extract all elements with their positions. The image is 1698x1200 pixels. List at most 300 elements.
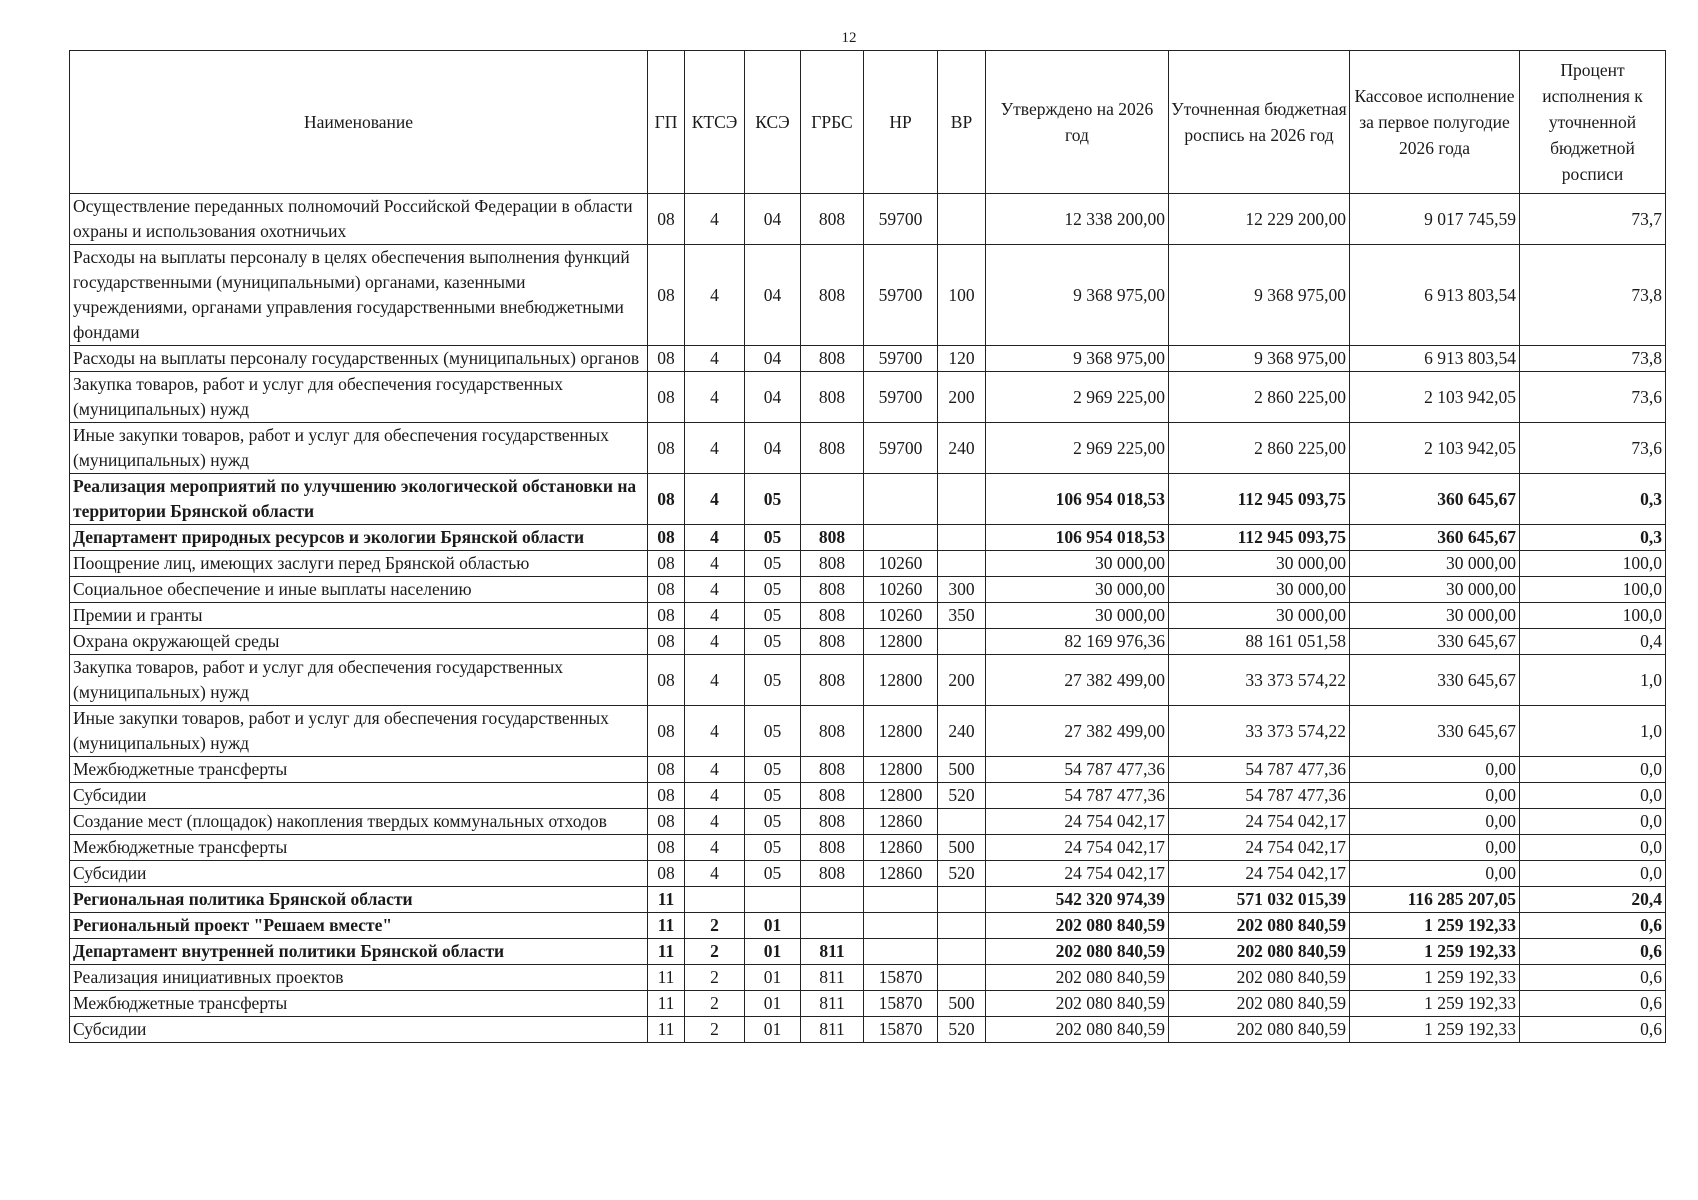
- cell-refined: 112 945 093,75: [1169, 474, 1350, 525]
- cell-grbs: 808: [801, 194, 864, 245]
- cell-percent: 0,0: [1520, 835, 1666, 861]
- cell-vr: 500: [938, 757, 986, 783]
- cell-vr: 240: [938, 423, 986, 474]
- header-row: [70, 51, 1666, 194]
- header-vr: ВР: [938, 51, 986, 194]
- cell-cash: 30 000,00: [1350, 551, 1520, 577]
- table-row: [70, 655, 1666, 706]
- cell-name: Закупка товаров, работ и услуг для обеспечения государственных (муниципальных) нужд: [70, 655, 648, 706]
- cell-gp: 08: [648, 372, 685, 423]
- cell-nr: 12860: [864, 835, 938, 861]
- cell-name: Расходы на выплаты персоналу государственных (муниципальных) органов: [70, 346, 648, 372]
- cell-nr: 10260: [864, 577, 938, 603]
- cell-ktse: 4: [685, 525, 745, 551]
- cell-vr: [938, 629, 986, 655]
- cell-nr: [864, 525, 938, 551]
- cell-ktse: 4: [685, 423, 745, 474]
- cell-vr: 240: [938, 706, 986, 757]
- cell-ktse: 4: [685, 757, 745, 783]
- table-row: [70, 965, 1666, 991]
- cell-approved: 2 969 225,00: [986, 372, 1169, 423]
- table-row: [70, 1017, 1666, 1043]
- cell-grbs: 808: [801, 245, 864, 346]
- budget-table: [69, 50, 1666, 1043]
- cell-grbs: 811: [801, 965, 864, 991]
- cell-percent: 73,6: [1520, 423, 1666, 474]
- cell-ktse: 4: [685, 835, 745, 861]
- cell-kse: 04: [745, 194, 801, 245]
- cell-vr: 120: [938, 346, 986, 372]
- cell-name: Региональная политика Брянской области: [70, 887, 648, 913]
- cell-grbs: 808: [801, 423, 864, 474]
- cell-kse: 05: [745, 655, 801, 706]
- cell-ktse: 2: [685, 965, 745, 991]
- cell-grbs: 808: [801, 757, 864, 783]
- cell-grbs: 808: [801, 525, 864, 551]
- cell-vr: 200: [938, 655, 986, 706]
- cell-percent: 0,6: [1520, 965, 1666, 991]
- cell-kse: 01: [745, 965, 801, 991]
- cell-percent: 73,8: [1520, 346, 1666, 372]
- table-row: [70, 474, 1666, 525]
- cell-grbs: 808: [801, 577, 864, 603]
- cell-approved: 30 000,00: [986, 551, 1169, 577]
- cell-refined: 30 000,00: [1169, 603, 1350, 629]
- header-percent: Процент исполнения к уточненной бюджетной росписи: [1520, 51, 1666, 194]
- cell-name: Осуществление переданных полномочий Российской Федерации в области охраны и использования охотничьих: [70, 194, 648, 245]
- cell-cash: 1 259 192,33: [1350, 965, 1520, 991]
- cell-ktse: 4: [685, 346, 745, 372]
- cell-percent: 1,0: [1520, 706, 1666, 757]
- cell-refined: 30 000,00: [1169, 551, 1350, 577]
- cell-percent: 73,6: [1520, 372, 1666, 423]
- cell-percent: 100,0: [1520, 603, 1666, 629]
- cell-vr: [938, 913, 986, 939]
- cell-vr: [938, 525, 986, 551]
- cell-cash: 330 645,67: [1350, 629, 1520, 655]
- cell-grbs: [801, 474, 864, 525]
- cell-gp: 08: [648, 861, 685, 887]
- cell-name: Охрана окружающей среды: [70, 629, 648, 655]
- cell-ktse: 4: [685, 474, 745, 525]
- cell-name: Социальное обеспечение и иные выплаты населению: [70, 577, 648, 603]
- cell-refined: 88 161 051,58: [1169, 629, 1350, 655]
- cell-nr: 59700: [864, 423, 938, 474]
- cell-ktse: 2: [685, 991, 745, 1017]
- cell-refined: 12 229 200,00: [1169, 194, 1350, 245]
- cell-kse: 05: [745, 706, 801, 757]
- cell-approved: 106 954 018,53: [986, 525, 1169, 551]
- cell-name: Иные закупки товаров, работ и услуг для обеспечения государственных (муниципальных) нужд: [70, 706, 648, 757]
- cell-nr: 59700: [864, 372, 938, 423]
- cell-refined: 54 787 477,36: [1169, 783, 1350, 809]
- cell-percent: 0,6: [1520, 939, 1666, 965]
- page-number: 12: [841, 30, 857, 46]
- cell-gp: 08: [648, 655, 685, 706]
- cell-percent: 1,0: [1520, 655, 1666, 706]
- cell-cash: 0,00: [1350, 809, 1520, 835]
- cell-percent: 0,0: [1520, 783, 1666, 809]
- cell-kse: 05: [745, 577, 801, 603]
- cell-cash: 1 259 192,33: [1350, 939, 1520, 965]
- cell-gp: 08: [648, 474, 685, 525]
- cell-name: Межбюджетные трансферты: [70, 991, 648, 1017]
- table-row: [70, 423, 1666, 474]
- cell-refined: 24 754 042,17: [1169, 861, 1350, 887]
- table-row: [70, 577, 1666, 603]
- cell-nr: 59700: [864, 245, 938, 346]
- cell-gp: 08: [648, 346, 685, 372]
- cell-refined: 9 368 975,00: [1169, 346, 1350, 372]
- cell-kse: 04: [745, 346, 801, 372]
- cell-kse: 05: [745, 809, 801, 835]
- cell-gp: 08: [648, 194, 685, 245]
- table-row: [70, 809, 1666, 835]
- cell-nr: 12800: [864, 629, 938, 655]
- cell-approved: 24 754 042,17: [986, 835, 1169, 861]
- cell-refined: 24 754 042,17: [1169, 809, 1350, 835]
- header-kse: КСЭ: [745, 51, 801, 194]
- cell-gp: 08: [648, 809, 685, 835]
- cell-nr: 12800: [864, 706, 938, 757]
- cell-gp: 11: [648, 939, 685, 965]
- cell-refined: 202 080 840,59: [1169, 991, 1350, 1017]
- cell-grbs: 808: [801, 372, 864, 423]
- cell-refined: 571 032 015,39: [1169, 887, 1350, 913]
- cell-name: Создание мест (площадок) накопления твердых коммунальных отходов: [70, 809, 648, 835]
- cell-grbs: 808: [801, 603, 864, 629]
- cell-kse: 05: [745, 757, 801, 783]
- cell-nr: [864, 474, 938, 525]
- cell-percent: 0,3: [1520, 474, 1666, 525]
- cell-refined: 24 754 042,17: [1169, 835, 1350, 861]
- cell-vr: 300: [938, 577, 986, 603]
- cell-cash: 0,00: [1350, 861, 1520, 887]
- cell-approved: 30 000,00: [986, 603, 1169, 629]
- cell-cash: 360 645,67: [1350, 474, 1520, 525]
- cell-name: Закупка товаров, работ и услуг для обеспечения государственных (муниципальных) нужд: [70, 372, 648, 423]
- cell-kse: 05: [745, 525, 801, 551]
- cell-ktse: [685, 887, 745, 913]
- cell-vr: 350: [938, 603, 986, 629]
- cell-ktse: 4: [685, 783, 745, 809]
- cell-nr: 12800: [864, 757, 938, 783]
- cell-grbs: 808: [801, 706, 864, 757]
- cell-nr: 59700: [864, 194, 938, 245]
- cell-kse: 01: [745, 913, 801, 939]
- cell-vr: 100: [938, 245, 986, 346]
- cell-name: Субсидии: [70, 783, 648, 809]
- cell-kse: 01: [745, 1017, 801, 1043]
- cell-percent: 0,6: [1520, 913, 1666, 939]
- table-row: [70, 706, 1666, 757]
- cell-vr: [938, 194, 986, 245]
- cell-name: Реализация инициативных проектов: [70, 965, 648, 991]
- cell-percent: 100,0: [1520, 551, 1666, 577]
- cell-cash: 6 913 803,54: [1350, 346, 1520, 372]
- cell-ktse: 4: [685, 861, 745, 887]
- cell-name: Субсидии: [70, 861, 648, 887]
- cell-cash: 30 000,00: [1350, 577, 1520, 603]
- cell-ktse: 2: [685, 913, 745, 939]
- table-row: [70, 939, 1666, 965]
- cell-gp: 08: [648, 577, 685, 603]
- cell-ktse: 4: [685, 655, 745, 706]
- cell-ktse: 4: [685, 603, 745, 629]
- cell-kse: [745, 887, 801, 913]
- cell-approved: 30 000,00: [986, 577, 1169, 603]
- cell-grbs: 811: [801, 991, 864, 1017]
- cell-kse: 05: [745, 783, 801, 809]
- cell-grbs: 808: [801, 629, 864, 655]
- cell-gp: 08: [648, 757, 685, 783]
- table-row: [70, 551, 1666, 577]
- cell-approved: 54 787 477,36: [986, 783, 1169, 809]
- cell-cash: 0,00: [1350, 757, 1520, 783]
- cell-cash: 330 645,67: [1350, 655, 1520, 706]
- table-row: [70, 913, 1666, 939]
- cell-cash: 330 645,67: [1350, 706, 1520, 757]
- table-row: [70, 861, 1666, 887]
- cell-percent: 0,6: [1520, 991, 1666, 1017]
- cell-ktse: 4: [685, 194, 745, 245]
- cell-gp: 11: [648, 965, 685, 991]
- cell-gp: 08: [648, 783, 685, 809]
- header-approved: Утверждено на 2026 год: [986, 51, 1169, 194]
- cell-ktse: 4: [685, 245, 745, 346]
- cell-percent: 0,0: [1520, 809, 1666, 835]
- cell-nr: [864, 887, 938, 913]
- cell-vr: 520: [938, 1017, 986, 1043]
- table-row: [70, 245, 1666, 346]
- cell-nr: [864, 913, 938, 939]
- cell-gp: 11: [648, 887, 685, 913]
- cell-approved: 24 754 042,17: [986, 809, 1169, 835]
- cell-nr: 15870: [864, 991, 938, 1017]
- cell-nr: 12800: [864, 783, 938, 809]
- cell-approved: 202 080 840,59: [986, 965, 1169, 991]
- cell-refined: 202 080 840,59: [1169, 913, 1350, 939]
- cell-gp: 11: [648, 1017, 685, 1043]
- cell-grbs: 808: [801, 783, 864, 809]
- cell-refined: 112 945 093,75: [1169, 525, 1350, 551]
- cell-cash: 1 259 192,33: [1350, 913, 1520, 939]
- cell-grbs: 811: [801, 939, 864, 965]
- cell-name: Департамент природных ресурсов и экологии Брянской области: [70, 525, 648, 551]
- cell-vr: [938, 474, 986, 525]
- header-cash: Кассовое исполнение за первое полугодие 2026 года: [1350, 51, 1520, 194]
- cell-approved: 202 080 840,59: [986, 1017, 1169, 1043]
- cell-percent: 0,6: [1520, 1017, 1666, 1043]
- cell-gp: 08: [648, 835, 685, 861]
- cell-kse: 05: [745, 474, 801, 525]
- cell-ktse: 2: [685, 939, 745, 965]
- table-row: [70, 629, 1666, 655]
- cell-ktse: 4: [685, 372, 745, 423]
- cell-vr: 520: [938, 861, 986, 887]
- cell-grbs: [801, 913, 864, 939]
- cell-refined: 54 787 477,36: [1169, 757, 1350, 783]
- cell-cash: 360 645,67: [1350, 525, 1520, 551]
- cell-cash: 9 017 745,59: [1350, 194, 1520, 245]
- cell-nr: 12860: [864, 861, 938, 887]
- table-row: [70, 835, 1666, 861]
- cell-approved: 27 382 499,00: [986, 706, 1169, 757]
- cell-approved: 27 382 499,00: [986, 655, 1169, 706]
- table-row: [70, 346, 1666, 372]
- cell-vr: [938, 887, 986, 913]
- cell-refined: 202 080 840,59: [1169, 1017, 1350, 1043]
- header-ktse: КТСЭ: [685, 51, 745, 194]
- cell-cash: 6 913 803,54: [1350, 245, 1520, 346]
- cell-nr: 15870: [864, 965, 938, 991]
- cell-cash: 0,00: [1350, 783, 1520, 809]
- cell-refined: 33 373 574,22: [1169, 655, 1350, 706]
- cell-nr: 10260: [864, 603, 938, 629]
- cell-grbs: 808: [801, 346, 864, 372]
- cell-cash: 1 259 192,33: [1350, 1017, 1520, 1043]
- cell-name: Региональный проект "Решаем вместе": [70, 913, 648, 939]
- header-nr: НР: [864, 51, 938, 194]
- table-row: [70, 783, 1666, 809]
- table-row: [70, 372, 1666, 423]
- cell-ktse: 4: [685, 809, 745, 835]
- cell-percent: 73,8: [1520, 245, 1666, 346]
- cell-approved: 12 338 200,00: [986, 194, 1169, 245]
- cell-percent: 20,4: [1520, 887, 1666, 913]
- cell-approved: 9 368 975,00: [986, 245, 1169, 346]
- cell-name: Субсидии: [70, 1017, 648, 1043]
- cell-name: Расходы на выплаты персоналу в целях обеспечения выполнения функций государственными (муниципальными) органами, казенными учреждениями, органами управления государственными внебюджетными фондами: [70, 245, 648, 346]
- cell-gp: 08: [648, 423, 685, 474]
- cell-kse: 05: [745, 835, 801, 861]
- cell-kse: 05: [745, 551, 801, 577]
- cell-cash: 2 103 942,05: [1350, 372, 1520, 423]
- cell-cash: 0,00: [1350, 835, 1520, 861]
- cell-kse: 05: [745, 603, 801, 629]
- cell-approved: 9 368 975,00: [986, 346, 1169, 372]
- cell-gp: 08: [648, 629, 685, 655]
- cell-approved: 202 080 840,59: [986, 939, 1169, 965]
- cell-vr: 500: [938, 835, 986, 861]
- cell-percent: 73,7: [1520, 194, 1666, 245]
- cell-gp: 08: [648, 706, 685, 757]
- cell-approved: 24 754 042,17: [986, 861, 1169, 887]
- cell-grbs: 808: [801, 835, 864, 861]
- header-name: Наименование: [70, 51, 648, 194]
- cell-name: Департамент внутренней политики Брянской области: [70, 939, 648, 965]
- cell-grbs: 808: [801, 861, 864, 887]
- cell-refined: 2 860 225,00: [1169, 372, 1350, 423]
- cell-grbs: 811: [801, 1017, 864, 1043]
- cell-nr: 10260: [864, 551, 938, 577]
- cell-kse: 01: [745, 991, 801, 1017]
- cell-percent: 0,0: [1520, 757, 1666, 783]
- cell-refined: 202 080 840,59: [1169, 965, 1350, 991]
- cell-percent: 0,4: [1520, 629, 1666, 655]
- cell-refined: 33 373 574,22: [1169, 706, 1350, 757]
- table-row: [70, 194, 1666, 245]
- cell-grbs: [801, 887, 864, 913]
- cell-kse: 04: [745, 372, 801, 423]
- cell-vr: [938, 939, 986, 965]
- cell-ktse: 4: [685, 706, 745, 757]
- cell-percent: 0,3: [1520, 525, 1666, 551]
- cell-ktse: 4: [685, 629, 745, 655]
- cell-nr: 15870: [864, 1017, 938, 1043]
- cell-approved: 542 320 974,39: [986, 887, 1169, 913]
- cell-nr: 59700: [864, 346, 938, 372]
- cell-name: Премии и гранты: [70, 603, 648, 629]
- cell-name: Реализация мероприятий по улучшению экологической обстановки на территории Брянской области: [70, 474, 648, 525]
- cell-cash: 2 103 942,05: [1350, 423, 1520, 474]
- cell-refined: 9 368 975,00: [1169, 245, 1350, 346]
- cell-nr: [864, 939, 938, 965]
- cell-name: Межбюджетные трансферты: [70, 757, 648, 783]
- cell-kse: 05: [745, 629, 801, 655]
- cell-approved: 2 969 225,00: [986, 423, 1169, 474]
- table-row: [70, 887, 1666, 913]
- cell-approved: 106 954 018,53: [986, 474, 1169, 525]
- table-row: [70, 525, 1666, 551]
- cell-ktse: 4: [685, 577, 745, 603]
- cell-approved: 202 080 840,59: [986, 913, 1169, 939]
- cell-name: Межбюджетные трансферты: [70, 835, 648, 861]
- table-row: [70, 757, 1666, 783]
- cell-kse: 01: [745, 939, 801, 965]
- cell-refined: 30 000,00: [1169, 577, 1350, 603]
- cell-vr: [938, 965, 986, 991]
- cell-cash: 116 285 207,05: [1350, 887, 1520, 913]
- cell-refined: 202 080 840,59: [1169, 939, 1350, 965]
- cell-gp: 08: [648, 551, 685, 577]
- cell-gp: 11: [648, 913, 685, 939]
- cell-name: Иные закупки товаров, работ и услуг для обеспечения государственных (муниципальных) нужд: [70, 423, 648, 474]
- table-body: [70, 194, 1666, 1043]
- cell-gp: 08: [648, 525, 685, 551]
- cell-gp: 08: [648, 245, 685, 346]
- cell-refined: 2 860 225,00: [1169, 423, 1350, 474]
- cell-ktse: 4: [685, 551, 745, 577]
- cell-gp: 11: [648, 991, 685, 1017]
- cell-percent: 0,0: [1520, 861, 1666, 887]
- table-row: [70, 991, 1666, 1017]
- cell-cash: 30 000,00: [1350, 603, 1520, 629]
- cell-kse: 04: [745, 423, 801, 474]
- cell-approved: 82 169 976,36: [986, 629, 1169, 655]
- cell-vr: 200: [938, 372, 986, 423]
- cell-name: Поощрение лиц, имеющих заслуги перед Брянской областью: [70, 551, 648, 577]
- cell-kse: 04: [745, 245, 801, 346]
- cell-ktse: 2: [685, 1017, 745, 1043]
- cell-grbs: 808: [801, 655, 864, 706]
- cell-vr: [938, 809, 986, 835]
- cell-nr: 12800: [864, 655, 938, 706]
- table-row: [70, 603, 1666, 629]
- cell-percent: 100,0: [1520, 577, 1666, 603]
- cell-cash: 1 259 192,33: [1350, 991, 1520, 1017]
- cell-vr: 500: [938, 991, 986, 1017]
- cell-vr: 520: [938, 783, 986, 809]
- header-grbs: ГРБС: [801, 51, 864, 194]
- cell-vr: [938, 551, 986, 577]
- cell-gp: 08: [648, 603, 685, 629]
- cell-approved: 54 787 477,36: [986, 757, 1169, 783]
- header-gp: ГП: [648, 51, 685, 194]
- cell-grbs: 808: [801, 551, 864, 577]
- header-refined: Уточненная бюджетная роспись на 2026 год: [1169, 51, 1350, 194]
- cell-grbs: 808: [801, 809, 864, 835]
